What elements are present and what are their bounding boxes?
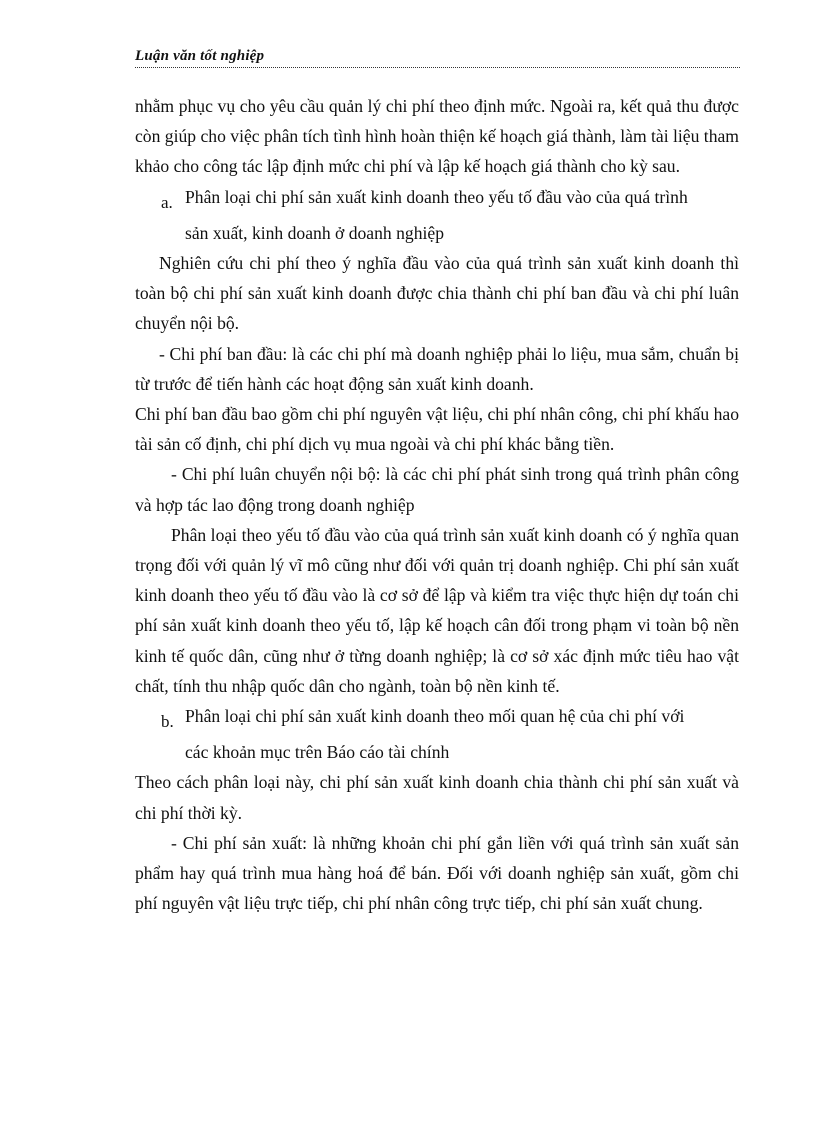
heading-b-line1: Phân loại chi phí sản xuất kinh doanh theo mối quan hệ của chi phí với xyxy=(185,706,685,727)
bullet-production-cost: - Chi phí sản xuất: là những khoản chi phí gắn liền với quá trình sản xuất sản phẩm hay quá trình mua hàng hoá để bán. Đối với doanh nghiệp sản xuất, gồm chi phí nguyên vật liệu trực tiếp, chi phí nhân công trực tiếp, chi phí sản xuất chung. xyxy=(135,832,739,914)
paragraph-initial-cost-detail: Chi phí ban đầu bao gồm chi phí nguyên vật liệu, chi phí nhân công, chi phí khấu hao tài sản cố định, chi phí dịch vụ mua ngoài và chi phí khác bằng tiền. xyxy=(135,404,739,455)
paragraph-classification: Theo cách phân loại này, chi phí sản xuất kinh doanh chia thành chi phí sản xuất và chi phí thời kỳ. xyxy=(135,772,739,823)
heading-a-line2: sản xuất, kinh doanh ở doanh nghiệp xyxy=(185,222,444,243)
heading-b-marker: b. xyxy=(161,712,174,732)
paragraph-significance: Phân loại theo yếu tố đầu vào của quá trình sản xuất kinh doanh có ý nghĩa quan trọng đối với quản lý vĩ mô cũng như đối với quản trị doanh nghiệp. Chi phí sản xuất kinh doanh theo yếu tố đầu vào là cơ sở để lập và kiểm tra việc thực hiện dự toán chi phí sản xuất kinh doanh theo yếu tố, lập kế hoạch cân đối trong phạm vi toàn bộ nền kinh tế quốc dân, cũng như ở từng doanh nghiệp; là cơ sở xác định mức tiêu hao vật chất, tính thu nhập quốc dân cho ngành, toàn bộ nền kinh tế. xyxy=(135,524,739,696)
heading-a-marker: a. xyxy=(161,192,173,212)
header-title: Luận văn tốt nghiệp xyxy=(135,48,265,64)
bullet-initial-cost: - Chi phí ban đầu: là các chi phí mà doanh nghiệp phải lo liệu, mua sắm, chuẩn bị từ trước để tiến hành các hoạt động sản xuất kinh doanh. xyxy=(135,343,739,394)
heading-a xyxy=(135,182,739,218)
bullet-internal-cost: - Chi phí luân chuyển nội bộ: là các chi phí phát sinh trong quá trình phân công và hợp tác lao động trong doanh nghiệp xyxy=(135,464,739,515)
paragraph-continuation: nhằm phục vụ cho yêu cầu quản lý chi phí theo định mức. Ngoài ra, kết quả thu được còn giúp cho việc phân tích tình hình hoàn thiện kế hoạch giá thành, làm tài liệu tham khảo cho công tác lập định mức chi phí và lập kế hoạch giá thành cho kỳ sau. xyxy=(135,96,739,177)
paragraph-input-cost: Nghiên cứu chi phí theo ý nghĩa đầu vào của quá trình sản xuất kinh doanh thì toàn bộ chi phí sản xuất kinh doanh được chia thành chi phí ban đầu và chi phí luân chuyển nội bộ. xyxy=(135,253,739,334)
heading-b-line2: các khoản mục trên Báo cáo tài chính xyxy=(185,742,450,763)
heading-a-line1: Phân loại chi phí sản xuất kinh doanh theo yếu tố đầu vào của quá trình xyxy=(185,186,688,207)
document-body xyxy=(135,91,739,918)
heading-b xyxy=(135,701,739,737)
page-header xyxy=(135,48,740,68)
